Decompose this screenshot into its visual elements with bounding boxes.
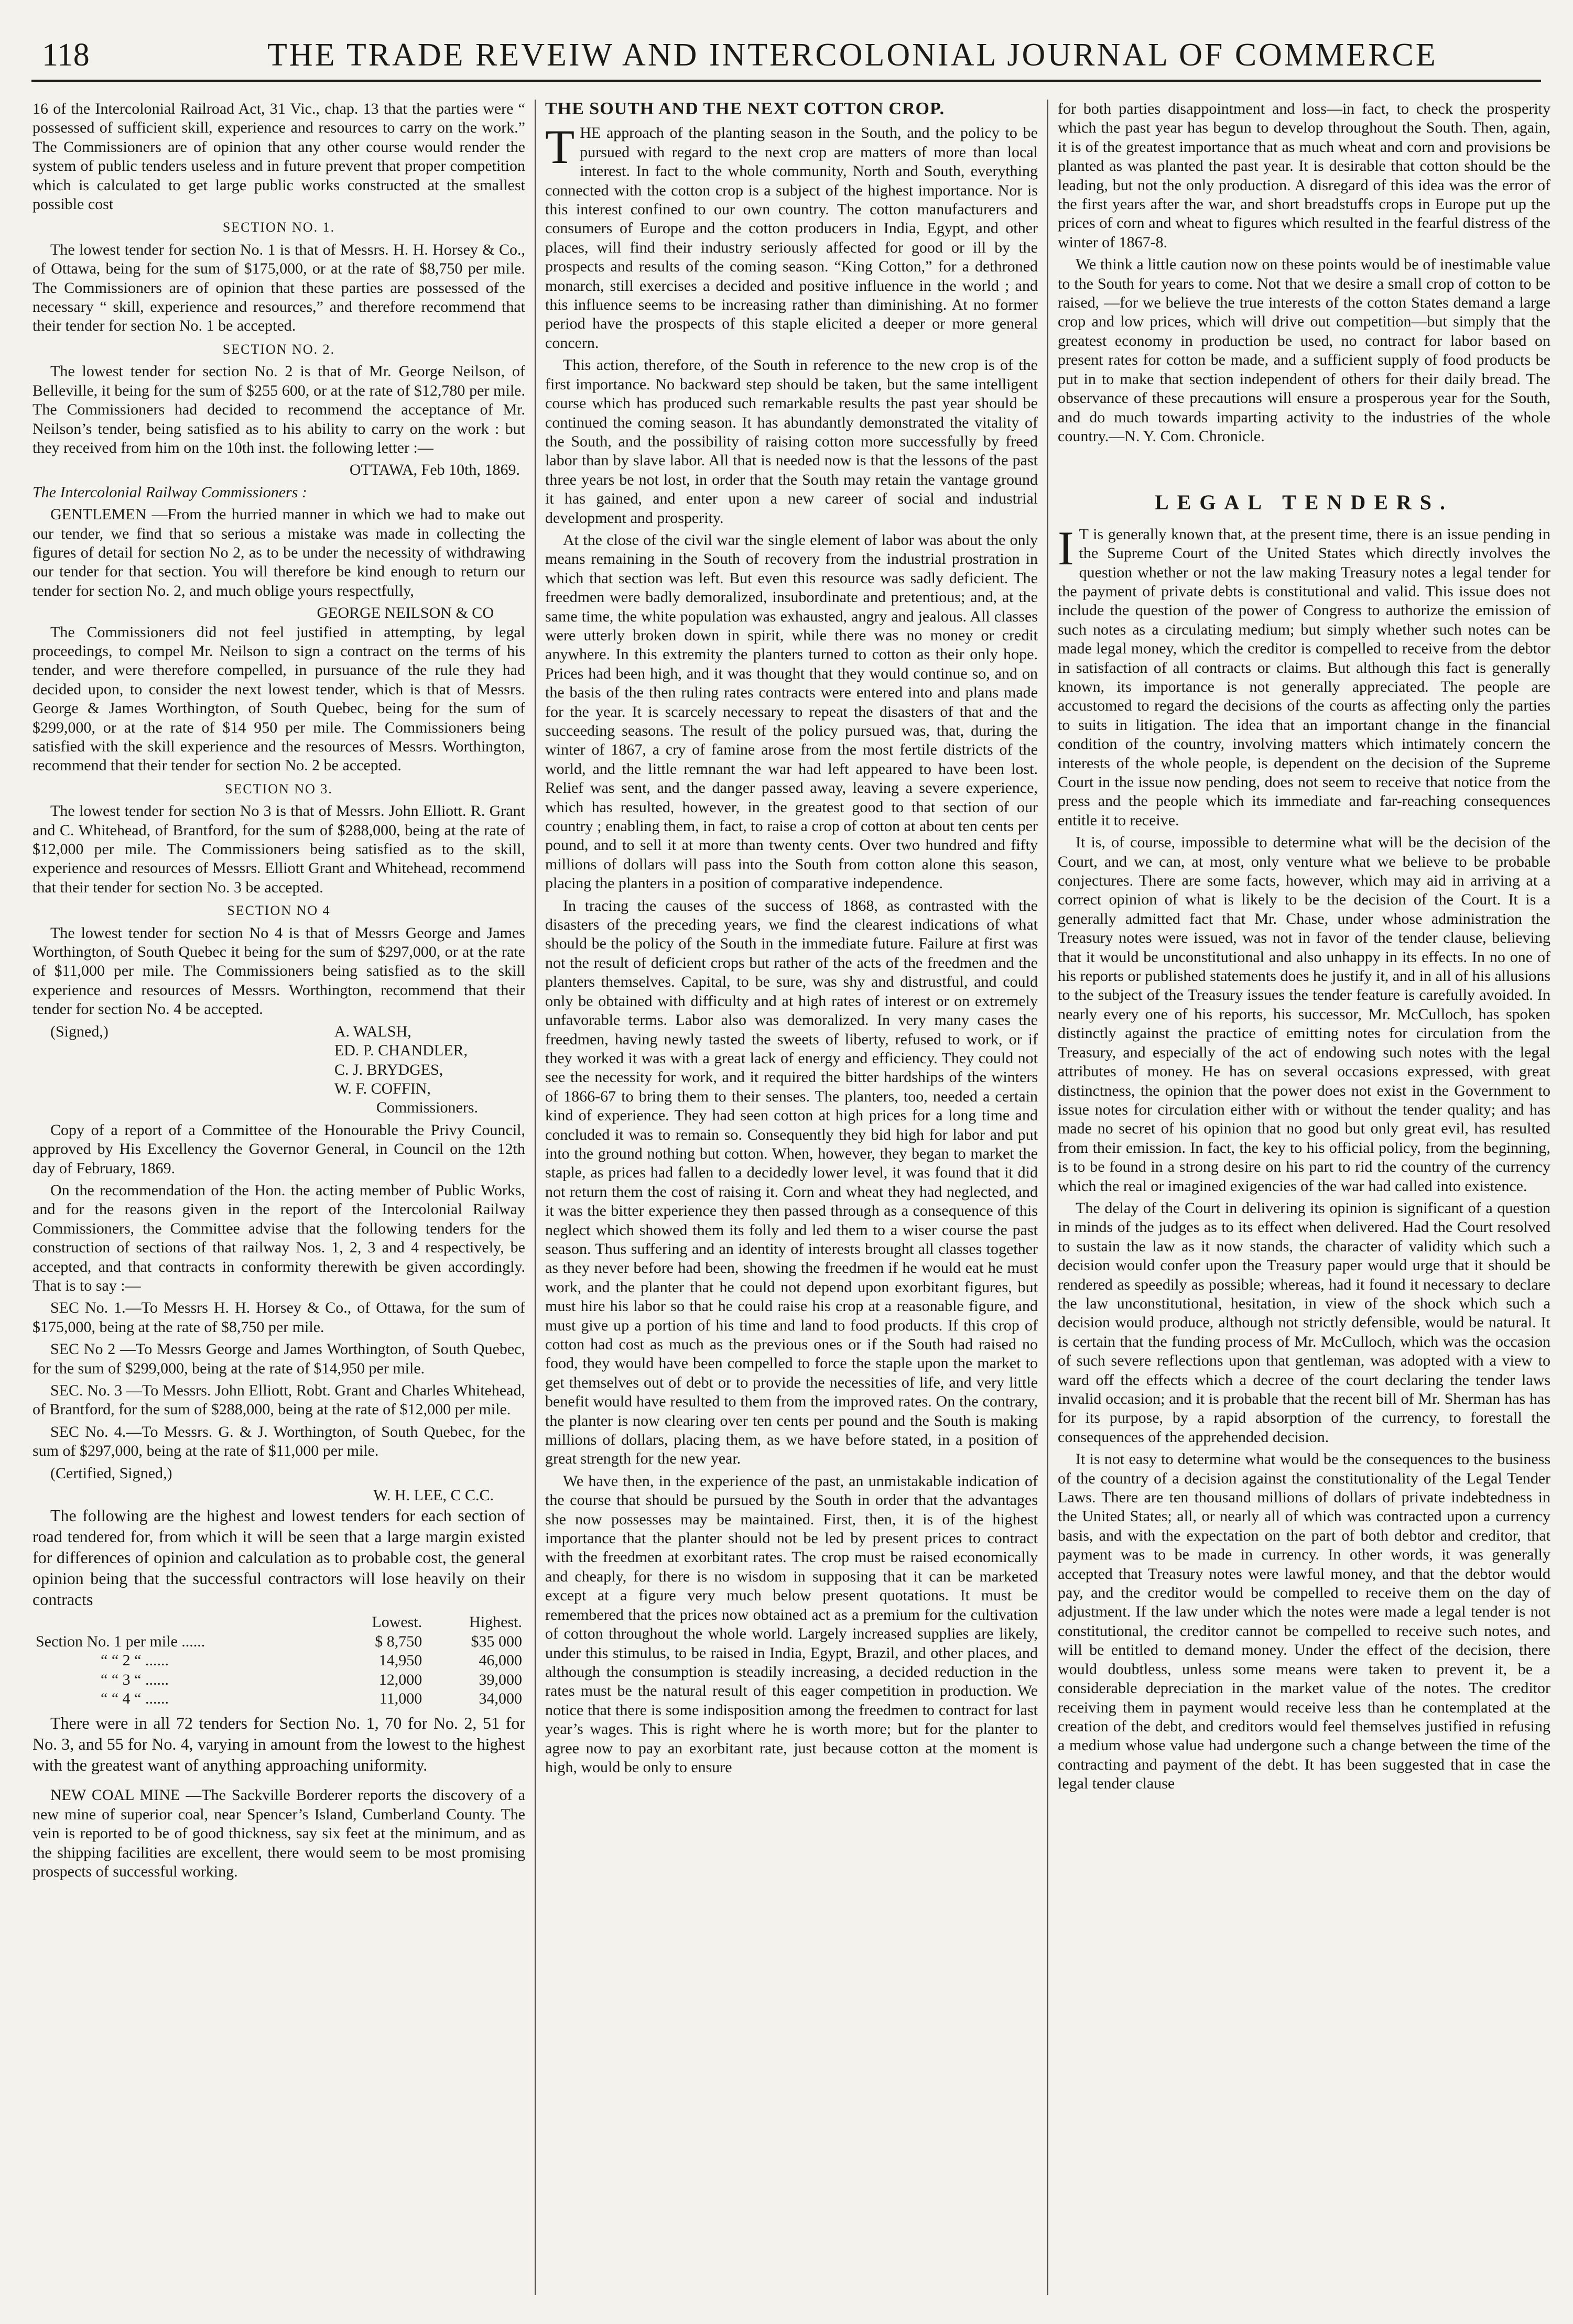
highest-value: 39,000 — [479, 1671, 522, 1688]
table-row — [32, 1671, 525, 1689]
paragraph: The Commissioners did not feel justified in attempting, by legal proceedings, to compel Mr. Neilson to sign a contract on the terms of his tender, and were therefore compelled, in pursuance of the rule they had decided upon, to consider the next lowest tender, which is that of Messrs. George & James Worthington, of South Quebec, being for the sum of $299,000, or at the rate of $14 950 per mile. The Commissioners being satisfied with the skill experience and the resources of Messrs. Worthington, recommend that their tender for section No. 2 be accepted. — [32, 623, 525, 774]
paragraph: It is, of course, impossible to determine what will be the decision of the Court, and we can, at most, only venture what we believe to be probable conjectures. There are some facts, however, which may aid in arriving at a correct opinion of what is likely to be the decision of the Court. It is a generally admitted fact that Mr. Chase, under whose administration the Treasury notes were issued, was not in favor of the tender clause, believing that it would be unconstitutional and also unhappy in its effects. In no one of his reports or published statements does he justify it, and in all of his allusions to the subject of the Treasury issues the tender feature is carefully avoided. In nearly every one of his reports, his successor, Mr. McCulloch, has spoken distinctly against the practice of emitting notes for circulation from the Treasury, and especially of the act of endowing such notes with the legal attributes of money. He has on several occasions expressed, with great distinctness, the opinion that the power does not exist in the Government to issue notes for circulation either with or without the tender quality; and has made no secret of his opinion that no good but only great evil, has resulted from their emission. In fact, the key to his official policy, from the beginning, is to be found in a strong desire on his part to rid the country of the currency which the real or imagined exigencies of the war had called into existence. — [1058, 834, 1550, 1195]
signer-name: C. J. BRYDGES, — [334, 1061, 443, 1078]
column-rule — [1047, 100, 1048, 2295]
lowest-value: 11,000 — [379, 1690, 422, 1708]
row-label: “ “ 3 “ ...... — [101, 1671, 169, 1688]
signer-name: A. WALSH, — [334, 1022, 411, 1040]
paragraph: for both parties disappointment and loss—in fact, to check the prosperity which the past year has begun to develop throughout the South. Then, again, it is of the greatest importance that as much wheat and corn and provisions be planted as was planted the past year. It is desirable that cotton should be the leading, but not the only production. A disregard of this idea was the error of the first years after the war, and short breadstuffs crops in Europe put up the prices of corn and wheat to figures which resulted in the fearful distress of the winter of 1867-8. — [1058, 100, 1550, 251]
column-2 — [545, 100, 1038, 2295]
paragraph: In tracing the causes of the success of 1868, as contrasted with the disasters of the preceding years, we find the clearest indications of what should be the policy of the South in the immediate future. Failure at first was not the result of deficient crops but rather of the acts of the freedmen and the planters themselves. Capital, to be sure, was shy and distrustful, and could only be obtained with difficulty and at high rates of interest or on extremely unfavorable terms. Labor also was demoralized. In very many cases the freedmen, having newly tasted the sweets of liberty, refused to work, or if they worked it was with a great lack of energy and efficiency. They could not see the necessity for work, and it required the bitter hardships of the winters of 1866-67 to bring them to their senses. The planters, too, needed a certain kind of experience. They had seen cotton at high prices for a long time and concluded it was to remain so. Consequently they bid high for labor and put into the ground nothing but cotton. When, however, they began to market the staple, as prices had fallen to a decidedly lower level, it was found that it did not return them the cost of raising it. Corn and wheat they had neglected, and it was the bitter experience they then passed through as a consequence of this neglect which showed them its folly and led them to a wiser course the past season. Thus suffering and an identity of interests brought all classes together as they never before had been, showing the freedmen if he would eat he must work, and the planter that he could not depend upon exorbitant figures, but must hire his labor so that he could raise his crop at a reasonable figure, and must give up a portion of his time and land to food products. If this crop of cotton had cost as much as the previous ones or if the South had raised no food, they would have been compelled to force the staple upon the market to get themselves out of debt or to provide the necessities of life, and very little benefit would have resulted to them from the improved rates. On the contrary, the planter is now clearing over ten cents per pound and the South is making millions of dollars, placing them, as we have before stated, in a position of great strength for the new year. — [545, 897, 1038, 1468]
letter-signature: GEORGE NEILSON & CO — [317, 604, 494, 622]
paragraph: At the close of the civil war the single element of labor was about the only means remaining in the South of recovery from the industrial prostration in which that section was left. But even this resource was sadly deficient. The freedmen were badly demoralized, insubordinate and pretentious; and, at the same time, the white population was exhausted, angry and jealous. All classes were utterly broken down in spirit, while there was no money or credit anywhere. In this extremity the planters turned to cotton as their only hope. Prices had been high, and it was thought that they would continue so, and on the basis of the then ruling rates contracts were entered into and plans made for the year. It is scarcely necessary to repeat the disasters of that and the succeeding seasons. The result of the policy pursued was, that, during the winter of 1867, a cry of famine arose from the most fertile districts of the world, and the little remnant the war had left appeared to have been lost. Relief was sent, and the danger passed away, leaving a severe experience, which has resulted, however, in the greatest good to that section of our country ; enabling them, in fact, to raise a crop of cotton at about ten cents per pound, and to sell it at more than twenty cents. Over two hundred and fifty millions of dollars will pass into the South from cotton alone this season, placing the planters in a position of comparative independence. — [545, 531, 1038, 892]
signers-list — [334, 1022, 478, 1118]
contract-list-item: SEC No. 4.—To Messrs. G. & J. Worthington, of South Quebec, for the sum of $297,000, being at the rate of $11,000 per mile. — [32, 1423, 525, 1460]
contract-list-item: SEC No. 1.—To Messrs H. H. Horsey & Co., of Ottawa, for the sum of $175,000, being at the rate of $8,750 per mile. — [32, 1299, 525, 1336]
paragraph: The lowest tender for section No. 2 is that of Mr. George Neilson, of Belleville, it being for the sum of $255 600, or at the rate of $12,780 per mile. The Commissioners had decided to recommend the acceptance of Mr. Neilson’s tender, being satisfied as to his ability to carry on the work : but they received from him on the 10th inst. the following letter :— — [32, 363, 525, 456]
column-header: Highest. — [469, 1613, 522, 1631]
paragraph: The following are the highest and lowest tenders for each section of road tendered for, from which it will be seen that a large margin existed for differences of opinion and calculation as to probable cost, the general opinion being that the successful contractors will lose heavily on their contracts — [32, 1506, 525, 1609]
page-number: 118 — [42, 37, 90, 73]
table-row — [32, 1632, 525, 1651]
paragraph-text: T is generally known that, at the present time, there is an issue pending in the Supreme Court of the United States which directly involves the question whether or not the law making Treasury notes a legal tender for the payment of private debts is constitutional and valid. This issue does not include the question of the power of Congress to authorize the emission of such notes as a circulating medium; but simply whether such notes can be made legal money, which the creditor is compelled to receive from the debtor in satisfaction of all contracts or claims. But although this fact is generally known, its importance is not generally appreciated. The people are accustomed to regard the decisions of the courts as affecting only the parties to suits in litigation. The idea that an important change in the financial condition of the country, involving matters which intimately concern the interests of the whole people, is dependent on the decision of the Supreme Court in the issue now pending, does not seem to receive that notice from the press and the people which its immediate and far-reaching consequences entitle it to receive. — [1058, 525, 1550, 829]
paragraph: Copy of a report of a Committee of the Honourable the Privy Council, approved by His Excellency the Governor General, in Council on the 12th day of February, 1869. — [32, 1121, 525, 1177]
table-row — [32, 1651, 525, 1670]
section-heading: SECTION NO. 1. — [222, 220, 335, 235]
section-heading: SECTION NO. 2. — [222, 341, 335, 357]
paragraph: On the recommendation of the Hon. the acting member of Public Works, and for the reasons given in the report of the Intercolonial Railway Commissioners, the Committee advise that the following tenders for the construction of sections of that railway Nos. 1, 2, 3 and 4 respectively, be accepted, and that contracts in conformity therewith be given accordingly. That is to say :— — [32, 1181, 525, 1294]
letter-body: GENTLEMEN —From the hurried manner in which we had to make out our tender, we find that so serious a mistake was made in collecting the figures of detail for section No 2, as to be under the necessity of withdrawing our tender for that section. You will therefore be kind enough to return our tender for section No. 2, and much oblige yours respectfully, — [32, 506, 525, 599]
paragraph: It is not easy to determine what would be the consequences to the business of the country of a decision against the constitutionality of the Legal Tender Laws. There are ten thousand millions of dollars of private indebtedness in the United States; all, or nearly all of which was contracted upon a currency basis, and with the expectation on the part of both debtor and creditor, that payment was to be made in currency. In other words, it was generally accepted that Treasury notes were lawful money, and that the debtor would pay, and the creditor would be compelled to receive them on the day of adjustment. If the law under which the notes were made a legal tender is not constitutional, the creditor cannot be compelled to receive such notes, and will be entitled to demand money. Under the effect of the decision, there would doubtless, unless some means were taken to prevent it, be a considerable depreciation in the market value of the notes. The creditor receiving them in payment would receive less than he contemplated at the creation of the debt, and creditors would feel themselves justified in refusing a medium whose value had undergone such a change between the time of the contracting and payment of the debt. It has been suggested that in case the legal tender clause — [1058, 1450, 1550, 1793]
highest-value: 46,000 — [479, 1652, 522, 1670]
certified-name: W. H. LEE, C C.C. — [373, 1487, 494, 1504]
signed-label: (Signed,) — [50, 1022, 109, 1040]
paragraph — [1058, 521, 1550, 831]
news-item: NEW COAL MINE —The Sackville Borderer reports the discovery of a new mine of superior coal, near Spencer’s Island, Cumberland County. The vein is reported to be of good thickness, say six feet at the minimum, and as the shipping facilities are excellent, there would seem to be most promising prospects of successful working. — [32, 1786, 525, 1881]
paragraph: We think a little caution now on these points would be of inestimable value to the South for years to come. Not that we desire a small crop of cotton to be raised, —for we believe the true interests of the cotton States demand a large crop and low prices, which will drive out competition—but simply that the greatest economy in production be used, no contract for labor based on present rates for cotton be made, and a sufficient supply of food products be put in to make that section independent of others for their daily bread. The observance of these precautions will ensure a prosperous year for the South, and do much towards imparting activity to the industries of the whole country.—N. Y. Com. Chronicle. — [1058, 256, 1550, 445]
row-label: Section No. 1 per mile ...... — [36, 1632, 205, 1650]
article-title: LEGAL TENDERS. — [1154, 490, 1454, 515]
lowest-value: 12,000 — [378, 1671, 422, 1688]
paragraph: The delay of the Court in delivering its opinion is significant of a question in minds of the judges as to its effect when delivered. Had the Court resolved to sustain the law as it now stands, the character of validity which such a decision would confer upon the Treasury paper would urge that it should be rendered as speedily as possible; whereas, had it found it necessary to declare the law unconstitutional, hesitation, in view of the shock which such a decision would produce, although not strictly defensible, would be natural. It is certain that the funding process of Mr. McCulloch, which was the occasion of such severe reflections upon that gentleman, was adopted with a view to ward off the effects which a decree of the court declaring the tender laws invalid occasion; and it is probable that the recent bill of Mr. Sherman has has for its purpose, by a rapid absorption of the currency, to forestall the consequences of the apprehended decision. — [1058, 1199, 1550, 1446]
letter-dateline: OTTAWA, Feb 10th, 1869. — [349, 461, 520, 479]
paragraph-text: HE approach of the planting season in the South, and the policy to be pursued with regard to the next crop are matters of more than local interest. In fact to the whole community, North and South, everything connected with the cotton crop is a subject of the highest importance. Nor is this interest confined to our own country. The cotton manufacturers and consumers of Europe and the cotton producers in India, Egypt, and other places, will find their industry seriously affected for good or ill by the prospects and results of the coming season. “King Cotton,” for a dethroned monarch, still exercises a decided and positive influence in the world ; and this influence seems to be increasing rather than diminishing. At no former period have the prospects of this staple elicited a deeper or more general concern. — [545, 124, 1038, 352]
letter-salutation: The Intercolonial Railway Commissioners : — [32, 483, 307, 501]
paragraph: The lowest tender for section No 4 is that of Messrs George and James Worthington, of South Quebec it being for the sum of $297,000, or at the rate of $11,000 per mile. The Commissioners being satisfied as to the skill experience and resources of Messrs. Worthington, recommend that their tender for section No. 4 be accepted. — [32, 924, 525, 1018]
certified-label: (Certified, Signed,) — [50, 1464, 172, 1482]
contract-list-item: SEC No 2 —To Messrs George and James Worthington, of South Quebec, for the sum of $299,000, being at the rate of $14,950 per mile. — [32, 1340, 525, 1377]
signer-name: ED. P. CHANDLER, — [334, 1042, 468, 1060]
table-header-row — [32, 1613, 525, 1632]
row-label: “ “ 2 “ ...... — [101, 1652, 169, 1670]
article-title: THE SOUTH AND THE NEXT COTTON CROP. — [545, 100, 945, 118]
lowest-value: 14,950 — [378, 1652, 422, 1670]
paragraph: There were in all 72 tenders for Section No. 1, 70 for No. 2, 51 for No. 3, and 55 for No. 4, varying in amount from the lowest to the highest with the greatest want of anything approaching uniformity. — [32, 1714, 525, 1775]
highest-value: 34,000 — [479, 1690, 522, 1708]
column-3 — [1058, 100, 1550, 2295]
table-row — [32, 1689, 525, 1708]
highest-value: $35 000 — [471, 1632, 522, 1650]
lowest-value: $ 8,750 — [375, 1632, 422, 1650]
section-heading: SECTION NO 3. — [225, 781, 333, 797]
row-label: “ “ 4 “ ...... — [101, 1690, 169, 1708]
contract-list-item: SEC. No. 3 —To Messrs. John Elliott, Robt. Grant and Charles Whitehead, of Brantford, for the sum of $288,000, being at the rate of $12,000 per mile. — [32, 1382, 525, 1419]
drop-cap: T — [545, 120, 575, 174]
paragraph: The lowest tender for section No 3 is that of Messrs. John Elliott. R. Grant and C. Whitehead, of Brantford, for the sum of $288,000, being at the rate of $12,000 per mile. The Commissioners being satisfied as to the skill, experience and resources of Messrs. Elliott Grant and Whitehead, recommend that their tender for section No. 3 be accepted. — [32, 802, 525, 896]
signer-name: W. F. COFFIN, — [334, 1079, 431, 1097]
paragraph: This action, therefore, of the South in reference to the new crop is of the first importance. No backward step should be taken, but the same intelligent course which has produced such remarkable results the past year should be continued the coming season. It has abundantly demonstrated the vitality of the South, and the possibility of raising cotton more successfully by freed labor than by slave labor. All that is needed now is that the lessons of the past three years be not lost, in order that the South may retain the vantage ground it has gained, and enter upon a new career of social and industrial development and prosperity. — [545, 356, 1038, 527]
column-rule — [535, 100, 536, 2295]
column-header: Lowest. — [372, 1613, 422, 1631]
paragraph: The lowest tender for section No. 1 is that of Messrs. H. H. Horsey & Co., of Ottawa, being for the sum of $175,000, or at the rate of $8,750 per mile. The Commissioners are of opinion that these parties are possessed of the necessary “ skill, experience and resources,” and therefore recommend that their tender for section No. 1 be accepted. — [32, 241, 525, 335]
paragraph: 16 of the Intercolonial Railroad Act, 31 Vic., chap. 13 that the parties were “ possessed of sufficient skill, experience and resources to carry on the work.” The Commissioners are of opinion that any other course would render the system of public tenders useless and in future prevent that proper competition which is calculated to get large public works constructed at the smallest possible cost — [32, 100, 525, 213]
drop-cap: I — [1058, 521, 1074, 575]
paragraph — [545, 120, 1038, 353]
signature-block — [32, 1022, 525, 1118]
signer-title: Commissioners. — [376, 1099, 478, 1117]
column-1 — [32, 100, 525, 2295]
tenders-table — [32, 1613, 525, 1708]
section-heading: SECTION NO 4 — [227, 903, 331, 919]
page-header — [31, 32, 1541, 82]
paragraph: We have then, in the experience of the past, an unmistakable indication of the course that should be pursued by the South in order that the advantages she now possesses may be maintained. First, then, it is of the highest importance that the planter should not be led by present prices to contract with the freedmen at exorbitant rates. The crop must be raised economically and cheaply, for there is no wisdom in supposing that it can be marketed except at a figure very much below present quotations. It must be remembered that the prices now obtained act as a premium for the cultivation of cotton throughout the whole world. Largely increased supplies are likely, under this stimulus, to be raised in India, Egypt, Brazil, and other places, and although the consumption is steadily increasing, a decided reduction in the rates must be the natural result of this eager competition in production. We notice that there is some indisposition among the freedmen to contract for last year’s wages. This is right where he is worth more; but for the planter to agree now to pay an exorbitant rate, just because cotton at the moment is high, would be only to ensure — [545, 1472, 1038, 1776]
running-title: THE TRADE REVEIW AND INTERCOLONIAL JOURNAL OF COMMERCE — [267, 37, 1438, 73]
